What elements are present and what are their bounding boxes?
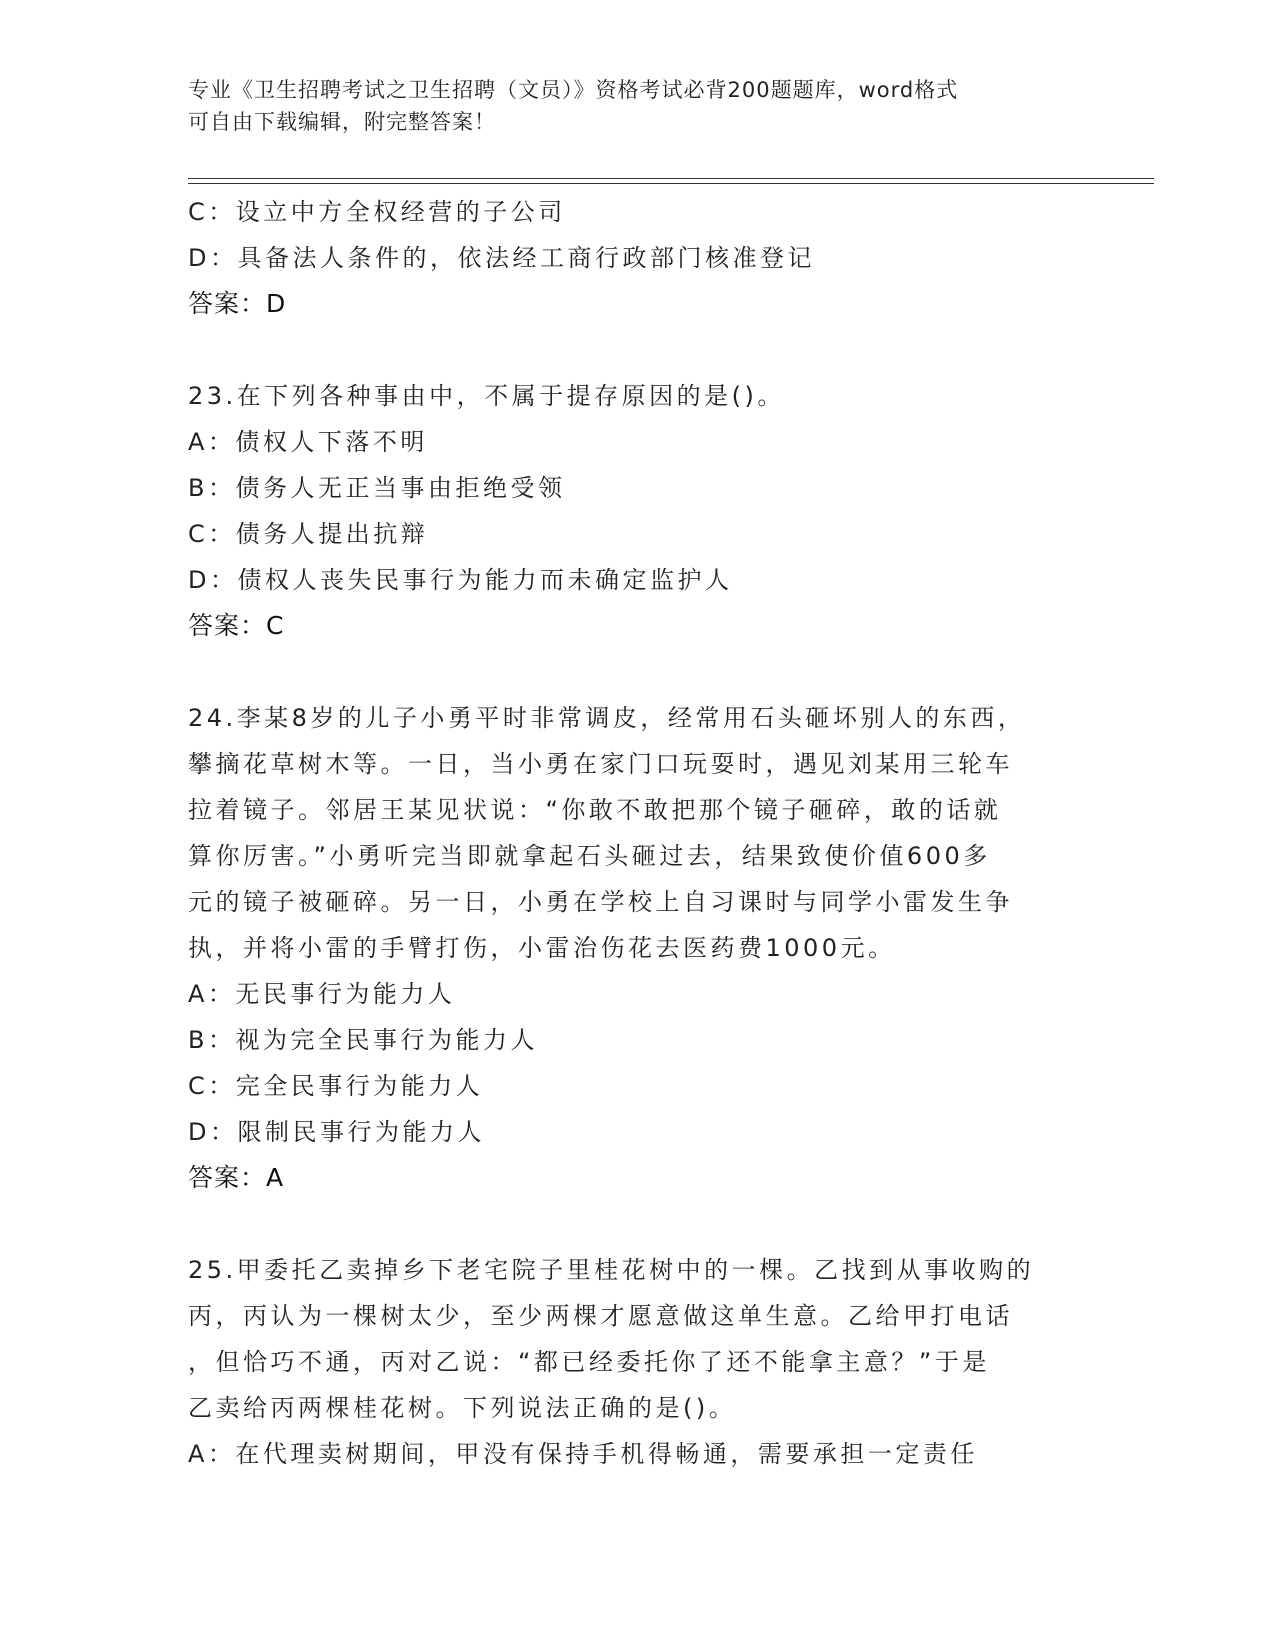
spacer — [188, 1201, 1088, 1247]
question-25 — [188, 1247, 1088, 1477]
option-a: A：债权人下落不明 — [188, 428, 428, 456]
question-stem-line: 乙卖给丙两棵桂花树。下列说法正确的是()。 — [188, 1394, 737, 1422]
spacer — [188, 327, 1088, 373]
question-stem: 23.在下列各种事由中，不属于提存原因的是()。 — [188, 382, 785, 410]
question-23 — [188, 373, 1088, 649]
question-24 — [188, 695, 1088, 1201]
option-d: D：限制民事行为能力人 — [188, 1118, 485, 1146]
option-a: A：在代理卖树期间，甲没有保持手机得畅通，需要承担一定责任 — [188, 1440, 978, 1468]
previous-question-block — [188, 189, 1088, 327]
question-stem-line: 攀摘花草树木等。一日，当小勇在家门口玩耍时，遇见刘某用三轮车 — [188, 750, 1013, 778]
option-d: D：具备法人条件的，依法经工商行政部门核准登记 — [188, 244, 815, 272]
option-b: B：视为完全民事行为能力人 — [188, 1026, 538, 1054]
spacer — [188, 649, 1088, 695]
option-a: A：无民事行为能力人 — [188, 980, 456, 1008]
question-stem-line: 执，并将小雷的手臂打伤，小雷治伤花去医药费1000元。 — [188, 934, 896, 962]
option-b: B：债务人无正当事由拒绝受领 — [188, 474, 566, 502]
question-stem-line: 元的镜子被砸碎。另一日，小勇在学校上自习课时与同学小雷发生争 — [188, 888, 1013, 916]
answer-text: 答案：C — [188, 611, 285, 640]
header-divider — [188, 178, 1154, 184]
question-stem-line: 丙，丙认为一棵树太少，至少两棵才愿意做这单生意。乙给甲打电话 — [188, 1302, 1013, 1330]
answer-text: 答案：D — [188, 289, 287, 318]
option-c: C：债务人提出抗辩 — [188, 520, 429, 548]
question-stem-line: 24.李某8岁的儿子小勇平时非常调皮，经常用石头砸坏别人的东西， — [188, 704, 1026, 732]
option-d: D：债权人丧失民事行为能力而未确定监护人 — [188, 566, 733, 594]
question-stem-line: 拉着镜子。邻居王某见状说：“你敢不敢把那个镜子砸碎，敢的话就 — [188, 796, 1002, 824]
question-stem-line: 算你厉害。”小勇听完当即就拿起石头砸过去，结果致使价值600多 — [188, 842, 991, 870]
header-title-line-1: 专业《卫生招聘考试之卫生招聘（文员）》资格考试必背200题题库，word格式 — [188, 78, 959, 102]
question-stem-line: ，但恰巧不通，丙对乙说：“都已经委托你了还不能拿主意？”于是 — [188, 1348, 990, 1376]
document-header — [188, 74, 1088, 138]
option-c: C：完全民事行为能力人 — [188, 1072, 484, 1100]
header-title-line-2: 可自由下载编辑，附完整答案！ — [188, 110, 496, 134]
question-stem-line: 25.甲委托乙卖掉乡下老宅院子里桂花树中的一棵。乙找到从事收购的 — [188, 1256, 1035, 1284]
document-body — [188, 189, 1088, 1477]
option-c: C：设立中方全权经营的子公司 — [188, 198, 566, 226]
answer-text: 答案：A — [188, 1163, 285, 1192]
